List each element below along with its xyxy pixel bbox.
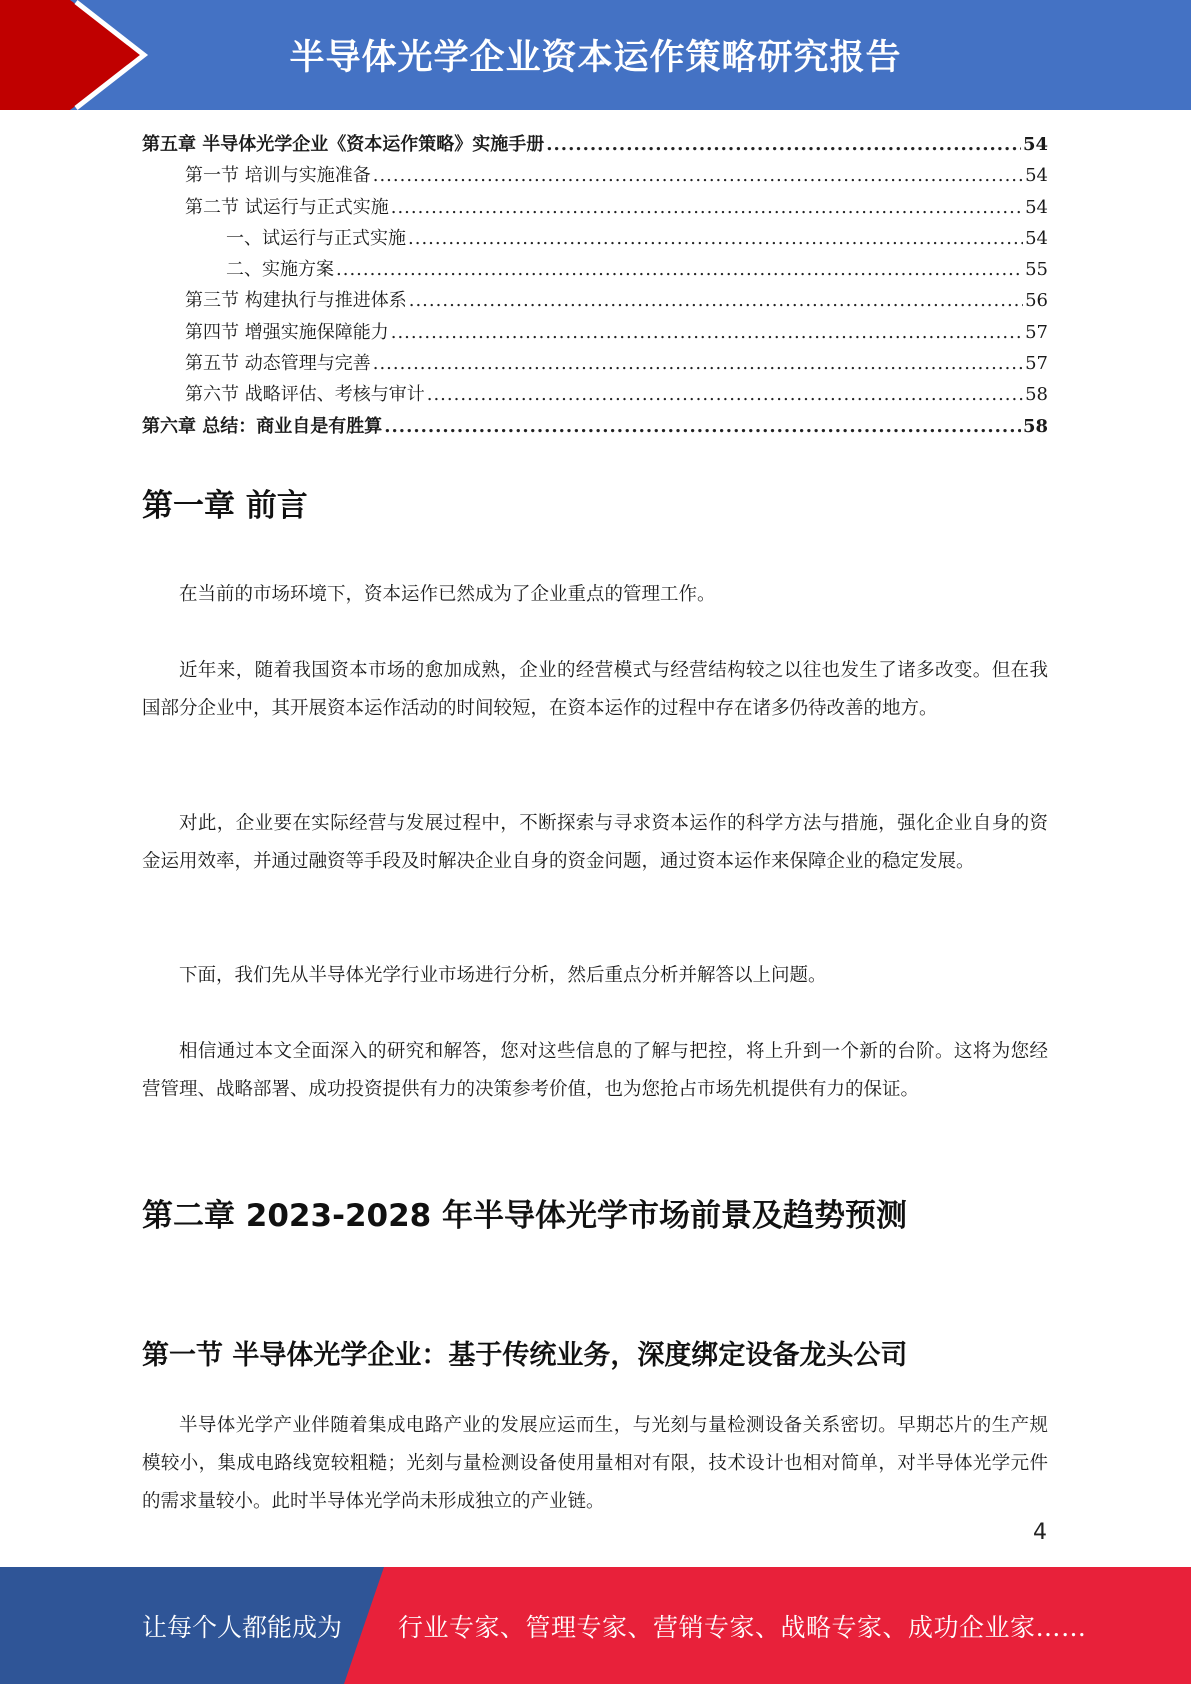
toc-entry[interactable] xyxy=(142,348,1048,379)
body-paragraph: 对此，企业要在实际经营与发展过程中，不断探索与寻求资本运作的科学方法与措施，强化企业自身的资金运用效率，并通过融资等手段及时解决企业自身的资金问题，通过资本运作来保障企业的稳定发展。 xyxy=(142,813,1048,872)
header-chevron-decoration xyxy=(0,0,150,110)
toc-leader-dots xyxy=(391,317,1023,348)
toc-entry-text: 一、试运行与正式实施 xyxy=(226,227,406,249)
body-paragraph: 下面，我们先从半导体光学行业市场进行分析，然后重点分析并解答以上问题。 xyxy=(179,965,827,986)
toc-entry-page: 54 xyxy=(1025,227,1048,249)
table-of-contents xyxy=(142,129,1048,442)
toc-entry[interactable] xyxy=(142,160,1048,191)
toc-entry[interactable] xyxy=(142,317,1048,348)
chapter-2-heading: 第二章 2023-2028 年半导体光学市场前景及趋势预测 xyxy=(142,1198,908,1234)
toc-leader-dots xyxy=(336,254,1023,285)
toc-entry-page: 57 xyxy=(1025,353,1048,375)
report-title: 半导体光学企业资本运作策略研究报告 xyxy=(289,38,902,78)
toc-entry[interactable] xyxy=(142,285,1048,316)
toc-entry-text: 第二节 试运行与正式实施 xyxy=(185,196,389,218)
page-header xyxy=(0,0,1191,110)
toc-entry-text: 第一节 培训与实施准备 xyxy=(185,165,371,187)
footer-slogan-left: 让每个人都能成为 xyxy=(142,1612,343,1642)
toc-entry-page: 58 xyxy=(1022,415,1048,437)
toc-entry[interactable] xyxy=(142,129,1048,160)
page-number: 4 xyxy=(1033,1520,1047,1545)
toc-entry-page: 54 xyxy=(1025,165,1048,187)
toc-leader-dots xyxy=(546,129,1021,160)
toc-entry-text: 第三节 构建执行与推进体系 xyxy=(185,290,407,312)
body-paragraph: 相信通过本文全面深入的研究和解答，您对这些信息的了解与把控，将上升到一个新的台阶。这将为您经营管理、战略部署、成功投资提供有力的决策参考价值，也为您抢占市场先机提供有力的保证。 xyxy=(142,1041,1048,1100)
toc-entry-page: 55 xyxy=(1025,259,1048,281)
footer-slogan-right: 行业专家、管理专家、营销专家、战略专家、成功企业家…… xyxy=(398,1612,1087,1642)
toc-leader-dots xyxy=(408,223,1023,254)
body-paragraph: 在当前的市场环境下，资本运作已然成为了企业重点的管理工作。 xyxy=(179,584,716,605)
toc-entry-text: 第六章 总结：商业自是有胜算 xyxy=(142,415,383,437)
toc-entry-page: 57 xyxy=(1025,321,1048,343)
section-heading: 第一节 半导体光学企业：基于传统业务，深度绑定设备龙头公司 xyxy=(142,1340,908,1371)
toc-leader-dots xyxy=(373,160,1023,191)
toc-leader-dots xyxy=(373,348,1023,379)
toc-entry-page: 54 xyxy=(1022,134,1048,155)
toc-entry[interactable] xyxy=(142,411,1048,442)
toc-entry-text: 第六节 战略评估、考核与审计 xyxy=(185,384,425,406)
toc-entry-page: 54 xyxy=(1025,196,1048,218)
toc-entry-text: 第五节 动态管理与完善 xyxy=(185,353,371,375)
toc-entry-page: 56 xyxy=(1025,290,1048,312)
page-footer xyxy=(0,1567,1191,1684)
toc-entry[interactable] xyxy=(142,254,1048,285)
toc-entry[interactable] xyxy=(142,192,1048,223)
toc-entry-page: 58 xyxy=(1025,384,1048,406)
toc-leader-dots xyxy=(384,411,1021,442)
chapter-1-heading: 第一章 前言 xyxy=(142,488,308,524)
body-paragraph: 半导体光学产业伴随着集成电路产业的发展应运而生，与光刻与量检测设备关系密切。早期芯片的生产规模较小，集成电路线宽较粗糙；光刻与量检测设备使用量相对有限，技术设计也相对简单，对半导体光学元件的需求量较小。此时半导体光学尚未形成独立的产业链。 xyxy=(142,1415,1048,1512)
toc-entry-text: 第五章 半导体光学企业《资本运作策略》实施手册 xyxy=(142,134,545,155)
toc-leader-dots xyxy=(391,192,1023,223)
toc-leader-dots xyxy=(427,379,1023,410)
toc-entry-text: 二、实施方案 xyxy=(226,259,334,281)
toc-leader-dots xyxy=(409,285,1023,316)
body-paragraph: 近年来，随着我国资本市场的愈加成熟，企业的经营模式与经营结构较之以往也发生了诸多改变。但在我国部分企业中，其开展资本运作活动的时间较短，在资本运作的过程中存在诸多仍待改善的地方。 xyxy=(142,660,1048,719)
toc-entry-text: 第四节 增强实施保障能力 xyxy=(185,321,389,343)
toc-entry[interactable] xyxy=(142,223,1048,254)
toc-entry[interactable] xyxy=(142,379,1048,410)
